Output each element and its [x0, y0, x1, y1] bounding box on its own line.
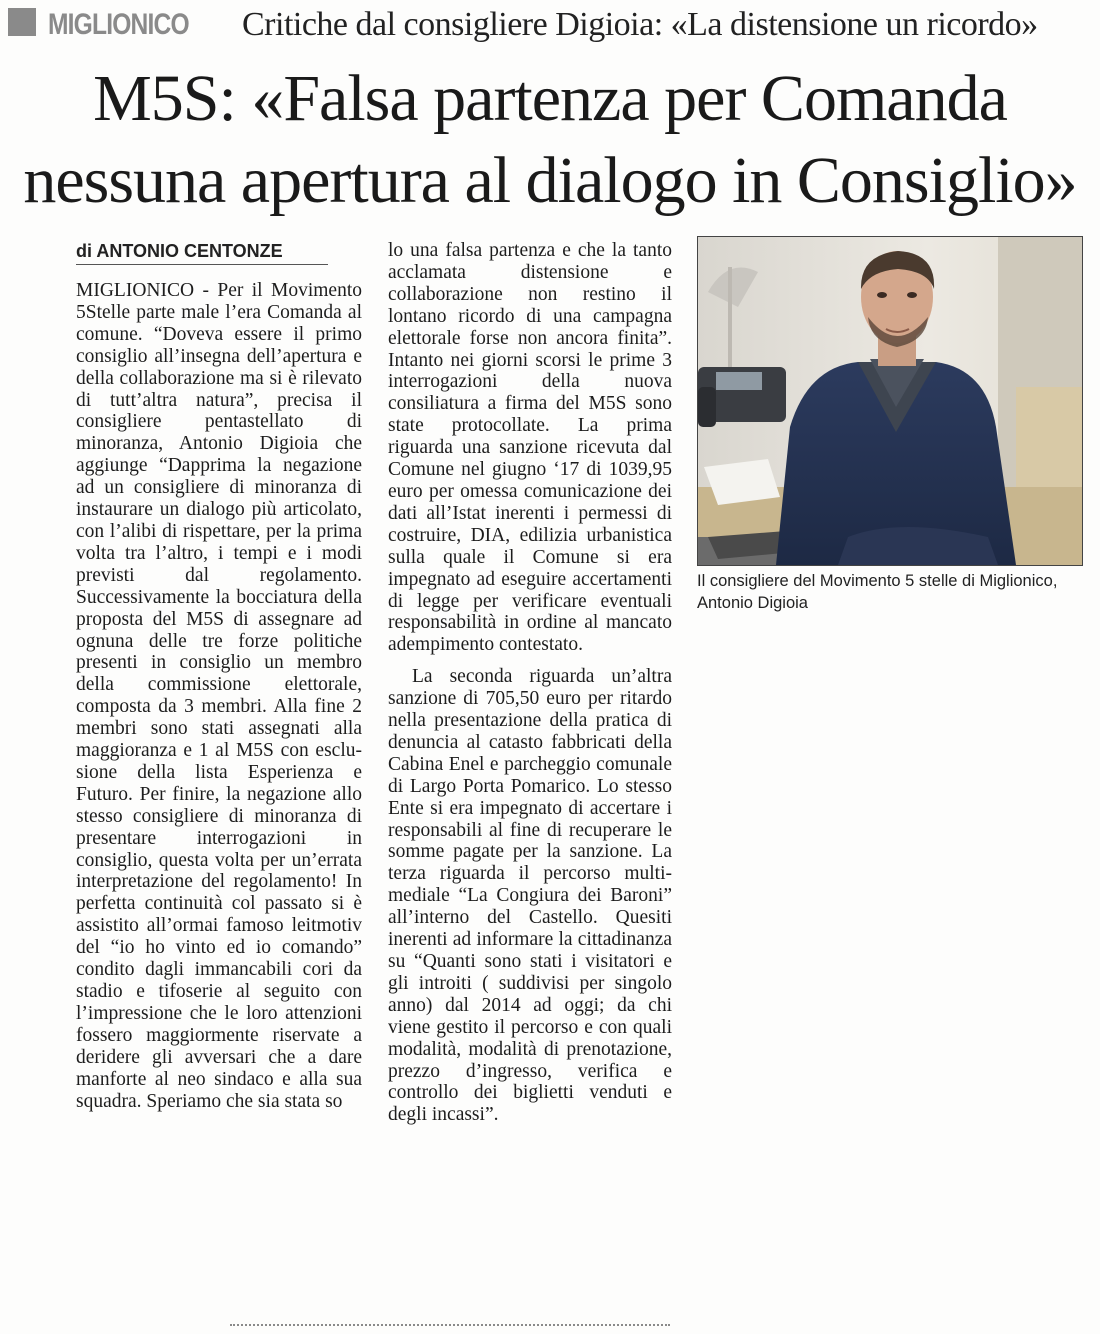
article-paragraph: lo una falsa partenza e che la tanto acclamata distensione e collaborazione non restino il lontano ricordo di una campagna elettorale forse non ancora finita”. Intanto nei giorni scorsi le prime 3 interrogazioni della nuova consiliatura a firma del M5S sono state protocollate. La prima riguarda una sanzione ricevuta dal Comune nel giugno ‘17 di 1039,95 euro per omessa comunicazione dei dati all’Istat inerenti i permessi di costruire, DIA, edilizia urbanistica sulla quale il Comune si era impegnato ad eseguire accertamenti di legge per verificare eventuali responsabilità in ordine al mancato adempimento contestato.	[388, 240, 672, 656]
article-column-2	[388, 240, 672, 1126]
kicker-subtitle: Critiche dal consigliere Digioia: «La distensione un ricordo»	[242, 6, 1038, 43]
article-column-1	[76, 280, 362, 1112]
kicker-square-icon	[8, 8, 36, 36]
headline-line-2: nessuna apertura al dialogo in Consiglio»	[23, 144, 1077, 217]
photo-portrait-illustration	[698, 237, 1082, 565]
photo-caption: Il consigliere del Movimento 5 stelle di Miglionico, Antonio Digioia	[697, 572, 1058, 612]
article-paragraph: La seconda riguarda un’altra sanzione di 705,50 euro per ritardo nella presentazione della pratica di denuncia al catasto fabbricati della Cabina Enel e parcheggio comunale di Largo Porta Pomarico. Lo stesso Ente si era impegnato di accertare i responsabili al fine di recuperare le somme pagate per la sanzione. La terza riguarda il percorso multimediale “La Congiura dei Baroni” all’interno del Castello. Quesiti inerenti ad informare la cittadinanza su “Quanti sono stati i visitatori e gli introiti ( suddivisi per singolo anno) dal 2014 ad oggi; da chi viene gestito il percorso e con quali modalità, modalità di prenotazione, prezzo d’ingresso, verifica e controllo dei biglietti venduti e degli incassi”.	[388, 666, 672, 1126]
kicker-place: MIGLIONICO	[48, 8, 189, 41]
headline-line-1: M5S: «Falsa partenza per Comanda	[93, 62, 1007, 135]
article-paragraph: MIGLIONICO - Per il Movimento 5Stelle parte male l’era Comanda al comune. “Doveva essere il primo consiglio all’insegna dell’apertura e della collaborazione ma si è rilevato di tutt’altra natura”, precisa il consigliere pentastellato di minoranza, Antonio Digioia che aggiunge “Dapprima la negazione ad un consigliere di minoranza di instaurare un dialogo più articolato, con l’alibi di rispettare, per la prima volta tra l’altro, i tempi e i modi previsti dal regolamento. Successivamente la bocciatura della proposta del M5S di assegnare ad ognuna delle tre forze politiche presenti in consiglio un membro della commissione elettorale, composta da 3 membri. Alla fine 2 membri sono stati assegnati alla maggioranza e 1 al M5S con esclusione della lista Esperienza e Futuro. Per finire, la negazione allo stesso consigliere di minoranza di presentare interrogazioni in consiglio, questa volta per un’errata interpretazione del regolamento! In perfetta continuità col passato si è assistito all’ormai famoso leitmotiv del “io ho vinto ed io comando” condito dagli immancabili cori da stadio e tifoserie al seguito con l’impressione che le loro attenzioni fossero maggiormente riservate a deridere gli avversari che a dare manforte al neo sindaco e alla sua squadra. Speriamo che sia stata so	[76, 280, 362, 1112]
kicker-line	[8, 6, 1093, 52]
byline: di ANTONIO CENTONZE	[76, 240, 328, 265]
cut-off-next-article	[230, 1318, 670, 1334]
headline	[0, 58, 1100, 222]
article-photo	[697, 236, 1083, 566]
